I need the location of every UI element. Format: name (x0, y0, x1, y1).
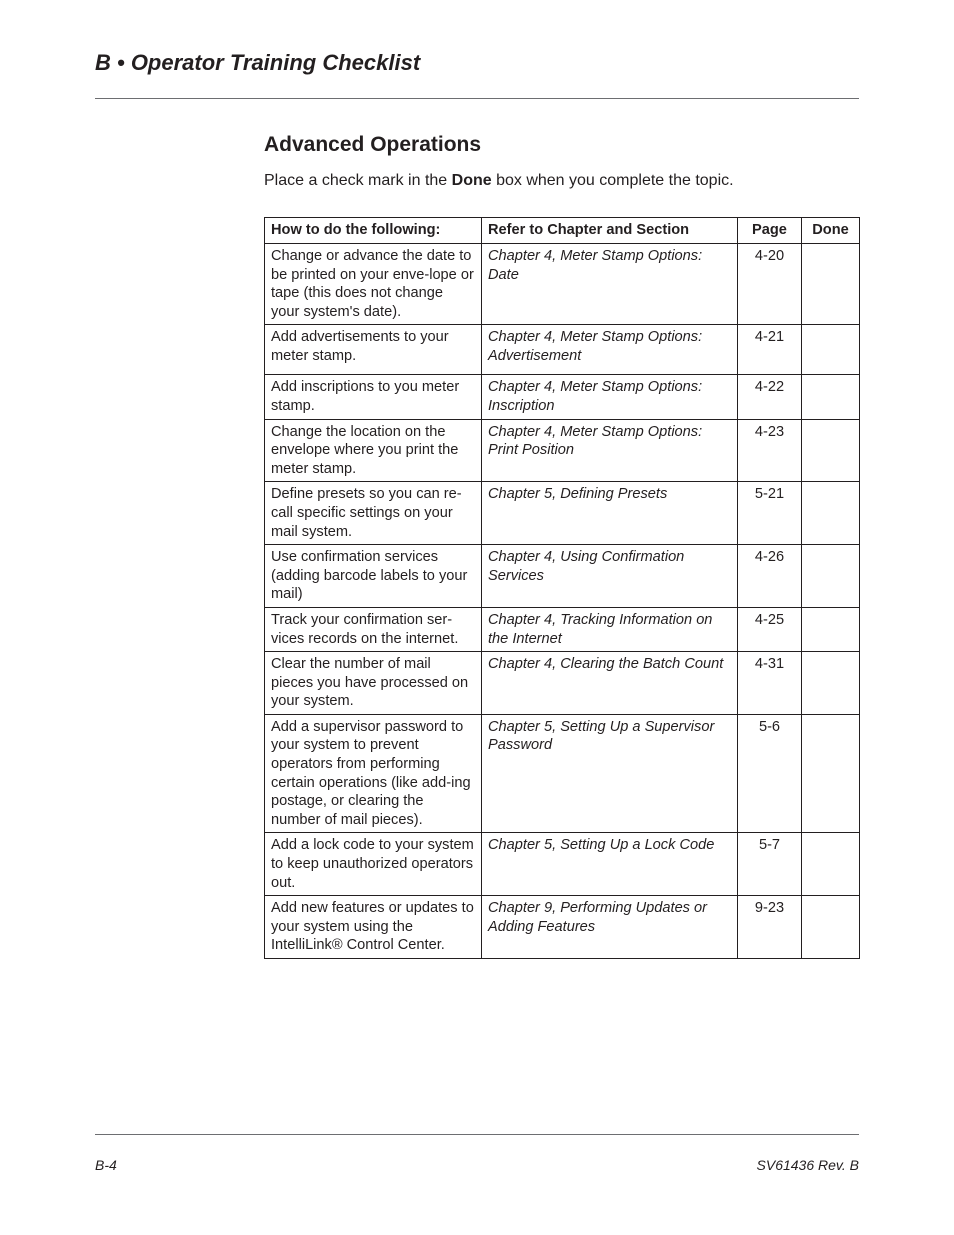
section-title: Advanced Operations (264, 133, 482, 156)
reference-cell: Chapter 5, Setting Up a Lock Code (482, 833, 738, 896)
page-cell: 5-6 (738, 714, 802, 833)
reference-cell: Chapter 4, Using Confirmation Services (482, 545, 738, 608)
task-cell: Add a lock code to your system to keep unauthorized operators out. (265, 833, 482, 896)
instruction-done-emphasis: Done (451, 172, 492, 189)
training-checklist-table (264, 217, 860, 959)
task-cell: Clear the number of mail pieces you have processed on your system. (265, 652, 482, 715)
instruction-text (264, 172, 734, 190)
table-row (265, 714, 860, 833)
page-cell: 4-26 (738, 545, 802, 608)
instruction-text-start: Place a check mark in the (264, 172, 452, 189)
page-cell: 4-22 (738, 375, 802, 419)
task-cell: Add inscriptions to you meter stamp. (265, 375, 482, 419)
task-cell: Add new features or updates to your system using the IntelliLink® Control Center. (265, 896, 482, 959)
table-row (265, 896, 860, 959)
page-cell: 4-31 (738, 652, 802, 715)
reference-cell: Chapter 4, Meter Stamp Options: Inscription (482, 375, 738, 419)
page-number: B-4 (95, 1157, 117, 1173)
table-row (265, 607, 860, 651)
reference-cell: Chapter 5, Setting Up a Supervisor Password (482, 714, 738, 833)
reference-cell: Chapter 4, Meter Stamp Options: Print Position (482, 419, 738, 482)
footer-divider (95, 1134, 859, 1135)
page-cell: 4-23 (738, 419, 802, 482)
page-cell: 5-7 (738, 833, 802, 896)
page-cell: 4-21 (738, 325, 802, 375)
table-row (265, 652, 860, 715)
column-header-page: Page (738, 218, 802, 244)
reference-cell: Chapter 9, Performing Updates or Adding Features (482, 896, 738, 959)
task-cell: Use confirmation services (adding barcode labels to your mail) (265, 545, 482, 608)
table-row (265, 244, 860, 325)
instruction-text-end: box when you complete the topic. (491, 172, 734, 189)
page-cell: 4-20 (738, 244, 802, 325)
table-body (265, 244, 860, 959)
task-cell: Track your confirmation ser-vices records on the internet. (265, 607, 482, 651)
reference-cell: Chapter 4, Meter Stamp Options: Advertisement (482, 325, 738, 375)
done-checkbox-cell[interactable] (802, 652, 860, 715)
column-header-reference: Refer to Chapter and Section (482, 218, 738, 244)
table-header-row (265, 218, 860, 244)
reference-cell: Chapter 4, Tracking Information on the Internet (482, 607, 738, 651)
done-checkbox-cell[interactable] (802, 419, 860, 482)
column-header-task: How to do the following: (265, 218, 482, 244)
done-checkbox-cell[interactable] (802, 714, 860, 833)
page-cell: 4-25 (738, 607, 802, 651)
page-header-title: B • Operator Training Checklist (95, 50, 421, 75)
page-cell: 9-23 (738, 896, 802, 959)
reference-cell: Chapter 4, Clearing the Batch Count (482, 652, 738, 715)
done-checkbox-cell[interactable] (802, 607, 860, 651)
reference-cell: Chapter 5, Defining Presets (482, 482, 738, 545)
table-row (265, 482, 860, 545)
task-cell: Change the location on the envelope where you print the meter stamp. (265, 419, 482, 482)
header-divider (95, 98, 859, 99)
table-row (265, 833, 860, 896)
page-cell: 5-21 (738, 482, 802, 545)
done-checkbox-cell[interactable] (802, 482, 860, 545)
column-header-done: Done (802, 218, 860, 244)
table-row (265, 545, 860, 608)
table-row (265, 419, 860, 482)
task-cell: Add advertisements to your meter stamp. (265, 325, 482, 375)
done-checkbox-cell[interactable] (802, 375, 860, 419)
table-row (265, 325, 860, 375)
task-cell: Define presets so you can re-call specific settings on your mail system. (265, 482, 482, 545)
done-checkbox-cell[interactable] (802, 325, 860, 375)
task-cell: Add a supervisor password to your system to prevent operators from performing certain operations (like add-ing postage, or clearing the number of mail pieces). (265, 714, 482, 833)
done-checkbox-cell[interactable] (802, 833, 860, 896)
done-checkbox-cell[interactable] (802, 545, 860, 608)
done-checkbox-cell[interactable] (802, 244, 860, 325)
task-cell: Change or advance the date to be printed on your enve-lope or tape (this does not change your system's date). (265, 244, 482, 325)
table-row (265, 375, 860, 419)
document-revision: SV61436 Rev. B (756, 1157, 859, 1173)
reference-cell: Chapter 4, Meter Stamp Options: Date (482, 244, 738, 325)
done-checkbox-cell[interactable] (802, 896, 860, 959)
